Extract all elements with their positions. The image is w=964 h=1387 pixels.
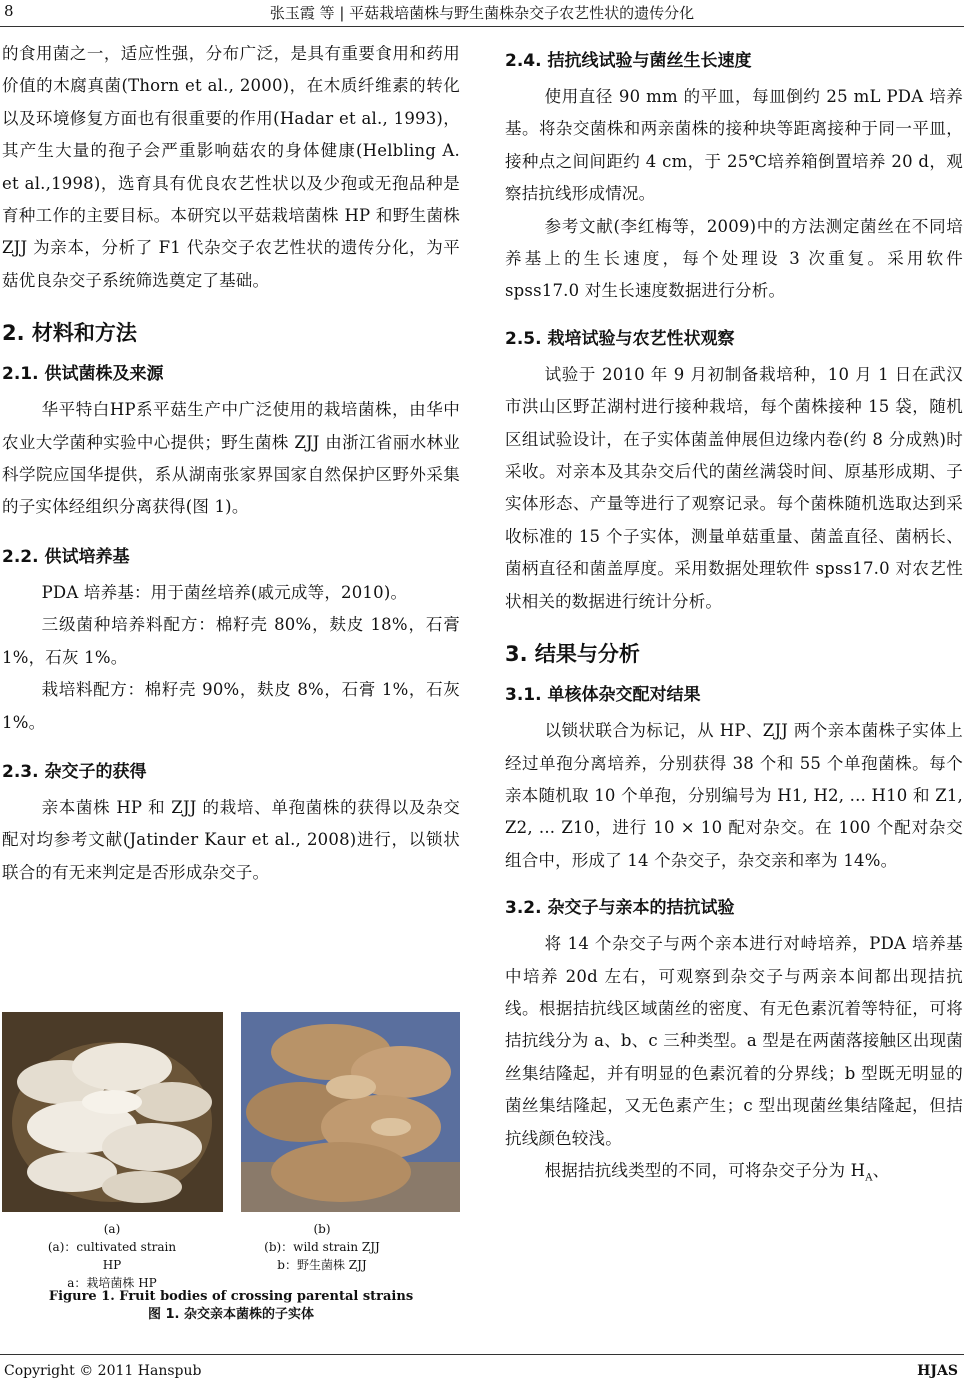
intro-paragraph: 的食用菌之一，适应性强，分布广泛，是具有重要食用和药用价值的木腐真菌(Thorn et al., 2000)，在木质纤维素的转化以及环境修复方面也有很重要的作用(Hadar et al., 1993)，其产生大量的孢子会严重影响菇农的身体健康(Helbling A. et al.,1998)，选育具有优良农艺性状以及少孢或无孢品种是育种工作的主要目标。本研究以平菇栽培菌株 HP 和野生菌株 ZJJ 为亲本，分析了 F1 代杂交子农艺性状的遗传分化，为平菇优良杂交子系统筛选奠定了基础。 (2, 44, 460, 290)
copyright-notice: Copyright © 2011 Hanspub (4, 1363, 202, 1379)
subcaption-a-english: (a)：cultivated strain HP (47, 1240, 177, 1272)
section-3-2-heading: 3.2. 杂交子与亲本的拮抗试验 (505, 898, 735, 919)
section-3-2-paragraph-1: 将 14 个杂交子与两个亲本进行对峙培养，PDA 培养基中培养 20d 左右，可观察到杂交子与两亲本间都出现拮抗线。根据拮抗线区域菌丝的密度、有无色素沉着等特征，可将拮抗线分为 a、b、c 三种类型。a 型是在两菌落接触区出现菌丝集结隆起，并有明显的色素沉着的分界线；b 型既无明显的菌丝集结隆起，又无色素产生；c 型出现菌丝集结隆起，但拮抗线颜色较浅。 (505, 934, 963, 1148)
section-3-1-paragraph: 以锁状联合为标记，从 HP、ZJJ 两个亲本菌株子实体上经过单孢分离培养，分别获得 38 个和 55 个单孢菌株。每个亲本随机取 10 个单孢，分别编号为 H1, H2, ... H10 和 Z1, Z2, ... Z10，进行 10 × 10 配对杂交。在 100 个配对杂交组合中，形成了 14 个杂交子，杂交亲和率为 14%。 (505, 721, 963, 870)
subcaption-a-label: (a) (103, 1222, 121, 1236)
subcaption-b-label: (b) (313, 1222, 331, 1236)
page-header (0, 0, 964, 27)
photo-cultivated-strain (2, 1012, 223, 1212)
hybrid-group-subscript: A (865, 1172, 873, 1184)
section-2-heading: 2. 材料和方法 (2, 321, 137, 346)
subcaption-a-chinese: a：栽培菌株 HP (67, 1276, 157, 1290)
figure-caption-english: Figure 1. Fruit bodies of crossing parental strains (48, 1289, 414, 1304)
section-2-5-heading: 2.5. 栽培试验与农艺性状观察 (505, 328, 735, 349)
journal-abbreviation: HJAS (917, 1363, 958, 1379)
section-3-heading: 3. 结果与分析 (505, 642, 640, 667)
section-3-1-heading: 3.1. 单核体杂交配对结果 (505, 685, 701, 706)
page-footer (0, 1354, 964, 1387)
subcaption-b (252, 1220, 392, 1274)
running-title: 张玉霞 等 | 平菇栽培菌株与野生菌株杂交子农艺性状的遗传分化 (269, 4, 695, 22)
figure-1 (2, 1012, 460, 1324)
section-2-1-heading: 2.1. 供试菌株及来源 (2, 364, 164, 385)
section-2-3-paragraph: 亲本菌株 HP 和 ZJJ 的栽培、单孢菌株的获得以及杂交配对均参考文献(Jatinder Kaur et al., 2008)进行，以锁状联合的有无来判定是否形成杂交子。 (2, 797, 460, 882)
subcaption-b-chinese: b：野生菌株 ZJJ (277, 1258, 367, 1272)
page-number: 8 (4, 2, 14, 20)
figure-caption (2, 1288, 460, 1324)
section-3-2-paragraph-2-text: 根据拮抗线类型的不同，可将杂交子分为 H (544, 1160, 866, 1180)
section-3-2-paragraph-2 (505, 1155, 963, 1195)
photo-wild-strain (241, 1012, 460, 1212)
right-column (505, 38, 963, 1195)
subcaption-b-english: (b)：wild strain ZJJ (264, 1240, 380, 1254)
section-2-5-paragraph: 试验于 2010 年 9 月初制备栽培种，10 月 1 日在武汉市洪山区野芷湖村进行接种栽培，每个菌株接种 15 袋，随机区组试验设计，在子实体菌盖伸展但边缘内卷(约 8 分成熟)时采收。对亲本及其杂交后代的菌丝满袋时间、原基形成期、子实体形态、产量等进行了观察记录。每个菌株随机选取达到采收标准的 15 个子实体，测量单菇重量、菌盖直径、菌柄长、菌柄直径和菌盖厚度。采用数据处理软件 spss17.0 对农艺性状相关的数据进行统计分析。 (505, 364, 963, 611)
section-2-2-paragraph-2: 三级菌种培养料配方：棉籽壳 80%，麸皮 18%，石膏 1%，石灰 1%。 (2, 615, 460, 667)
figure-caption-chinese: 图 1. 杂交亲本菌株的子实体 (147, 1307, 315, 1322)
section-2-4-heading: 2.4. 拮抗线试验与菌丝生长速度 (505, 51, 752, 71)
section-2-2-paragraph-1: PDA 培养基：用于菌丝培养(戚元成等，2010)。 (41, 582, 408, 602)
section-2-4-paragraph-2: 参考文献(李红梅等，2009)中的方法测定菌丝在不同培养基上的生长速度，每个处理设 3 次重复。采用软件 spss17.0 对生长速度数据进行分析。 (505, 216, 963, 301)
subcaption-a (42, 1220, 182, 1292)
left-column (2, 38, 460, 889)
section-2-1-paragraph: 华平特白HP系平菇生产中广泛使用的栽培菌株，由华中农业大学菌种实验中心提供；野生菌株 ZJJ 由浙江省丽水林业科学院应国华提供，系从湖南张家界国家自然保护区野外采集的子实体经组织分离获得(图 1)。 (2, 400, 460, 517)
section-2-2-heading: 2.2. 供试培养基 (2, 546, 130, 567)
section-2-4-paragraph-1: 使用直径 90 mm 的平皿，每皿倒约 25 mL PDA 培养基。将杂交菌株和两亲菌株的接种块等距离接种于同一平皿，接种点之间间距约 4 cm，于 25℃培养箱倒置培养 20 d，观察拮抗线形成情况。 (505, 87, 963, 204)
section-2-2-paragraph-3: 栽培料配方：棉籽壳 90%，麸皮 8%，石膏 1%，石灰 1%。 (2, 680, 460, 732)
section-2-3-heading: 2.3. 杂交子的获得 (2, 761, 147, 782)
section-3-2-paragraph-2-tail: 、 (872, 1160, 890, 1180)
